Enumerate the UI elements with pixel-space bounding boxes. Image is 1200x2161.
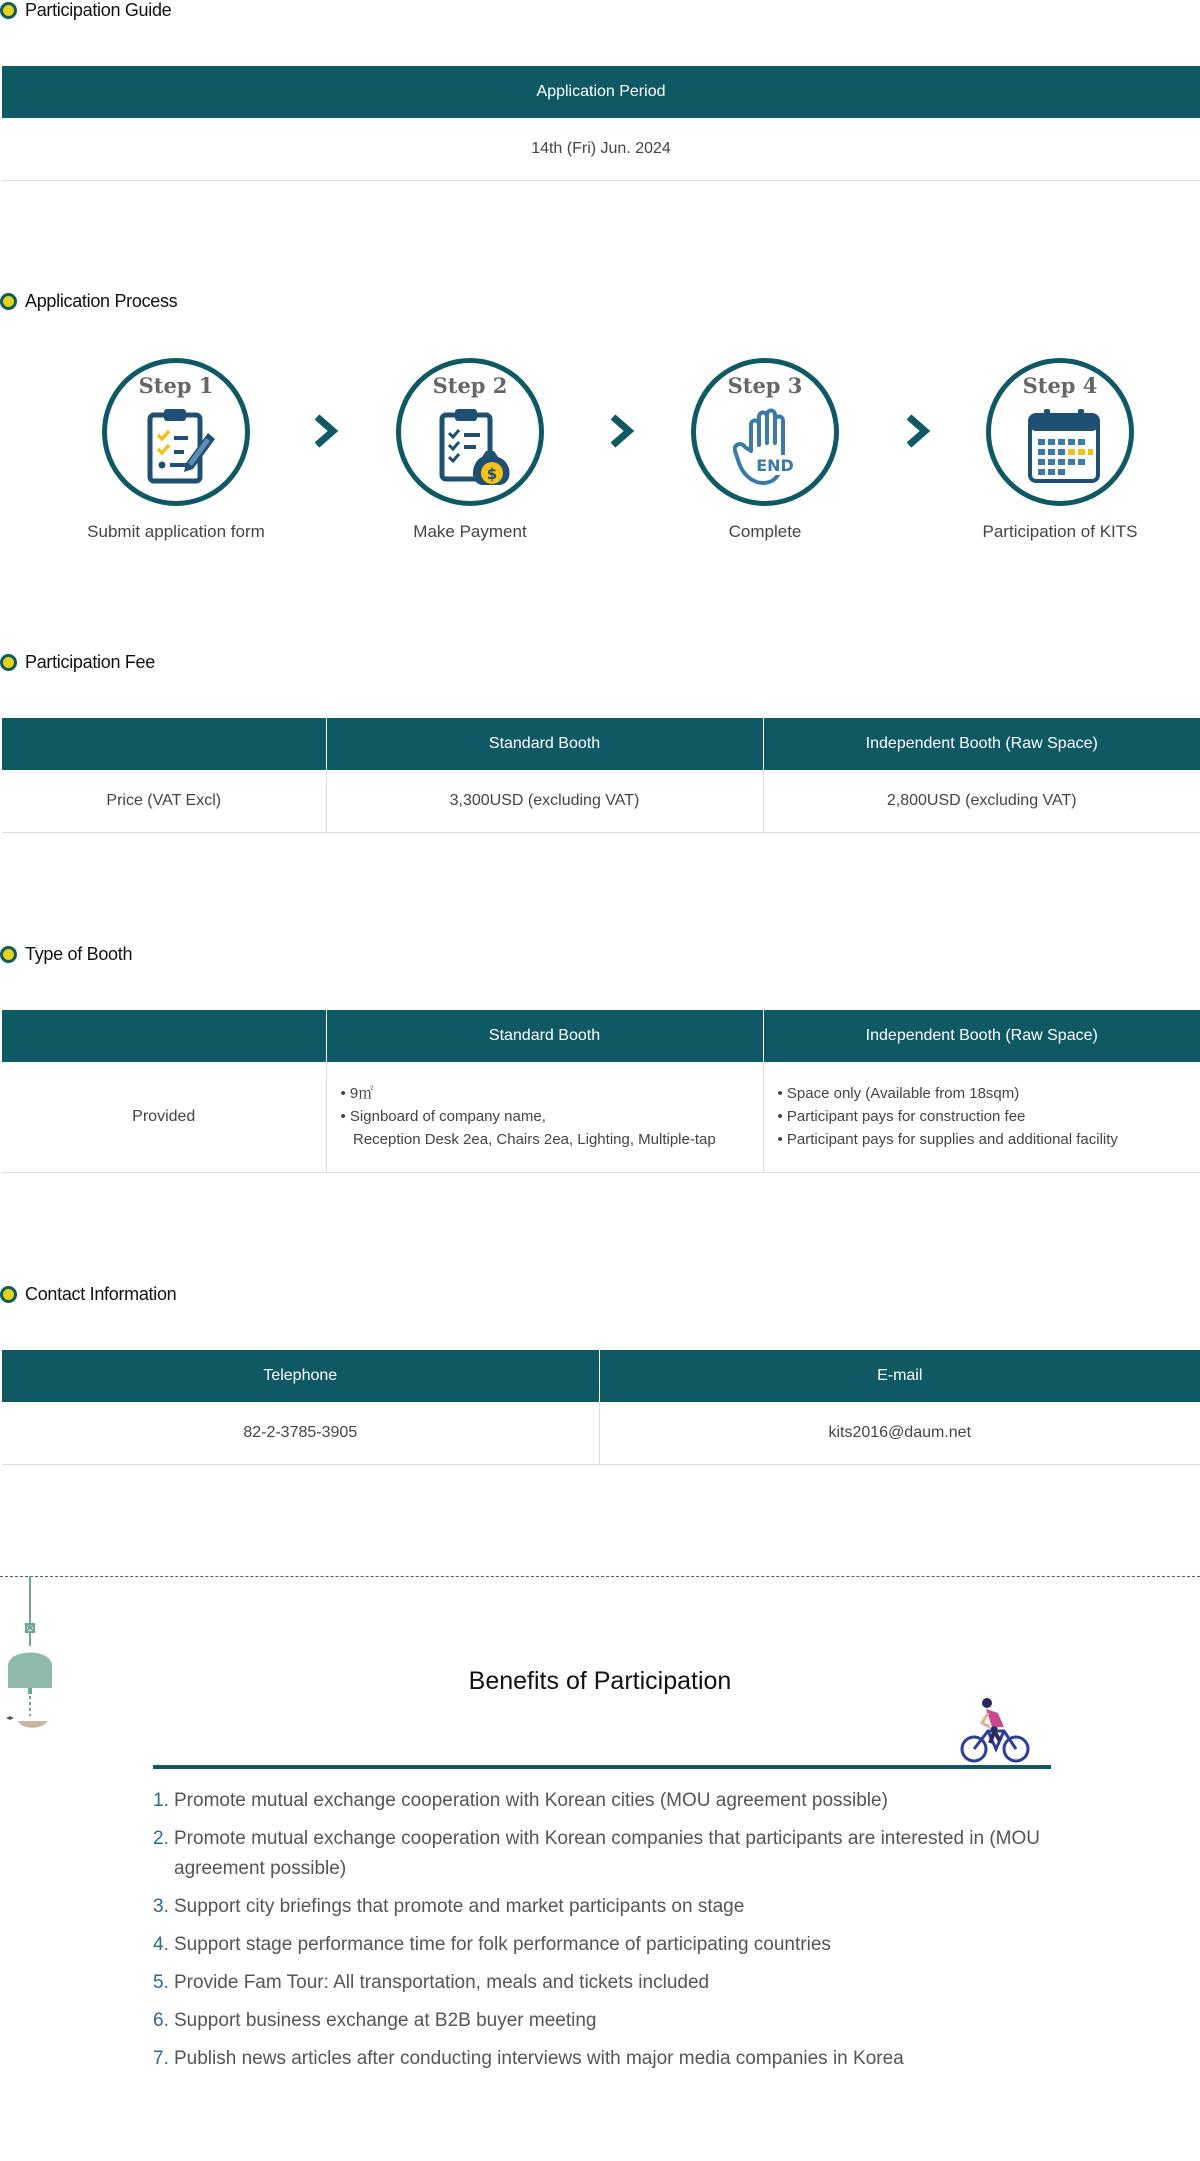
booth-type-table (2, 1010, 1200, 1173)
email-header: E-mail (599, 1350, 1200, 1402)
benefits-list (153, 1786, 1063, 2082)
section-title-text: Participation Guide (25, 0, 172, 20)
list-item (153, 1930, 1063, 1960)
step-circle (102, 358, 250, 506)
step-4 (950, 358, 1170, 542)
list-item: • Participant pays for supplies and additional facility (777, 1131, 1118, 1149)
fee-header-independent: Independent Booth (Raw Space) (763, 718, 1200, 770)
section-title-text: Type of Booth (25, 944, 133, 964)
list-item (153, 1824, 1063, 1884)
benefits-underline (153, 1765, 1051, 1769)
checklist-money-bag-icon (438, 407, 518, 487)
list-number: 6. (153, 2010, 169, 2031)
list-number: 3. (153, 1896, 169, 1917)
step-label: Make Payment (413, 522, 527, 541)
list-item: Reception Desk 2ea, Chairs 2ea, Lighting, Multiple-tap (340, 1131, 716, 1149)
step-circle (691, 358, 839, 506)
list-item (153, 1786, 1063, 1816)
list-number: 4. (153, 1934, 169, 1955)
calendar-icon (1028, 407, 1102, 487)
section-title-participation-fee (0, 652, 155, 673)
list-text: Provide Fam Tour: All transportation, meals and tickets included (174, 1972, 710, 1993)
step-circle (396, 358, 544, 506)
step-2 (360, 358, 580, 542)
telephone-header: Telephone (2, 1350, 599, 1402)
list-item (153, 2006, 1063, 2036)
benefits-title: Benefits of Participation (468, 1667, 732, 1695)
step-number: Step 3 (727, 373, 803, 398)
list-text: Support stage performance time for folk performance of participating countries (174, 1934, 831, 1955)
section-title-text: Application Process (25, 291, 178, 311)
booth-header-independent: Independent Booth (Raw Space) (763, 1010, 1200, 1062)
list-number: 5. (153, 1972, 169, 1993)
list-number: 1. (153, 1790, 169, 1811)
application-period-table (2, 66, 1200, 181)
cyclist-icon (960, 1697, 1030, 1765)
step-number: Step 1 (138, 373, 214, 398)
bullet-icon (0, 654, 17, 671)
section-title-application-process (0, 291, 177, 312)
list-text: Support business exchange at B2B buyer meeting (174, 2010, 597, 2031)
hand-end-icon (733, 407, 807, 487)
list-item: • 9㎡ (340, 1085, 374, 1103)
section-title-participation-guide (0, 0, 171, 21)
fee-standard-value: 3,300USD (excluding VAT) (326, 770, 763, 832)
clipboard-checklist-icon (144, 407, 218, 487)
fee-header-empty (2, 718, 326, 770)
step-number: Step 2 (432, 373, 508, 398)
participation-fee-table (2, 718, 1200, 833)
telephone-value: 82-2-3785-3905 (2, 1402, 599, 1464)
bullet-icon (0, 2, 17, 19)
section-title-text: Participation Fee (25, 652, 155, 672)
step-label: Participation of KITS (982, 522, 1138, 541)
email-value: kits2016@daum.net (599, 1402, 1200, 1464)
period-header: Application Period (2, 66, 1200, 118)
list-text: Publish news articles after conducting interviews with major media companies in Korea (174, 2048, 904, 2069)
standard-booth-items (326, 1062, 763, 1172)
list-number: 7. (153, 2048, 169, 2069)
contact-table (2, 1350, 1200, 1465)
list-item (153, 1968, 1063, 1998)
section-title-text: Contact Information (25, 1284, 177, 1304)
booth-header-standard: Standard Booth (326, 1010, 763, 1062)
chevron-right-icon (609, 414, 635, 448)
process-steps (0, 358, 1200, 548)
bullet-icon (0, 946, 17, 963)
independent-booth-items (763, 1062, 1200, 1172)
step-label: Submit application form (87, 522, 265, 541)
step-1 (66, 358, 286, 542)
list-text: Promote mutual exchange cooperation with Korean cities (MOU agreement possible) (174, 1790, 888, 1811)
booth-header-empty (2, 1010, 326, 1062)
bullet-icon (0, 293, 17, 310)
dashed-divider (0, 1576, 1200, 1577)
step-circle (986, 358, 1134, 506)
step-3 (655, 358, 875, 542)
fee-row-label: Price (VAT Excl) (2, 770, 326, 832)
list-text: Promote mutual exchange cooperation with Korean companies that participants are interested in (MOU agreement possible) (174, 1828, 1041, 1879)
step-label: Complete (728, 522, 802, 541)
svg-text:$: $ (486, 465, 498, 483)
booth-row-label: Provided (2, 1062, 326, 1172)
fee-independent-value: 2,800USD (excluding VAT) (763, 770, 1200, 832)
bullet-icon (0, 1286, 17, 1303)
step-number: Step 4 (1022, 373, 1098, 398)
svg-text:END: END (756, 456, 794, 475)
period-value: 14th (Fri) Jun. 2024 (2, 118, 1200, 180)
list-text: Support city briefings that promote and market participants on stage (174, 1896, 745, 1917)
list-number: 2. (153, 1828, 169, 1849)
hanging-lantern-icon (4, 1576, 54, 1736)
chevron-right-icon (313, 414, 339, 448)
list-item: • Space only (Available from 18sqm) (777, 1085, 1020, 1103)
list-item: • Participant pays for construction fee (777, 1108, 1026, 1126)
list-item (153, 1892, 1063, 1922)
section-title-contact-information (0, 1284, 176, 1305)
section-title-type-of-booth (0, 944, 132, 965)
list-item (153, 2044, 1063, 2074)
chevron-right-icon (905, 414, 931, 448)
list-item: • Signboard of company name, (340, 1108, 546, 1126)
fee-header-standard: Standard Booth (326, 718, 763, 770)
